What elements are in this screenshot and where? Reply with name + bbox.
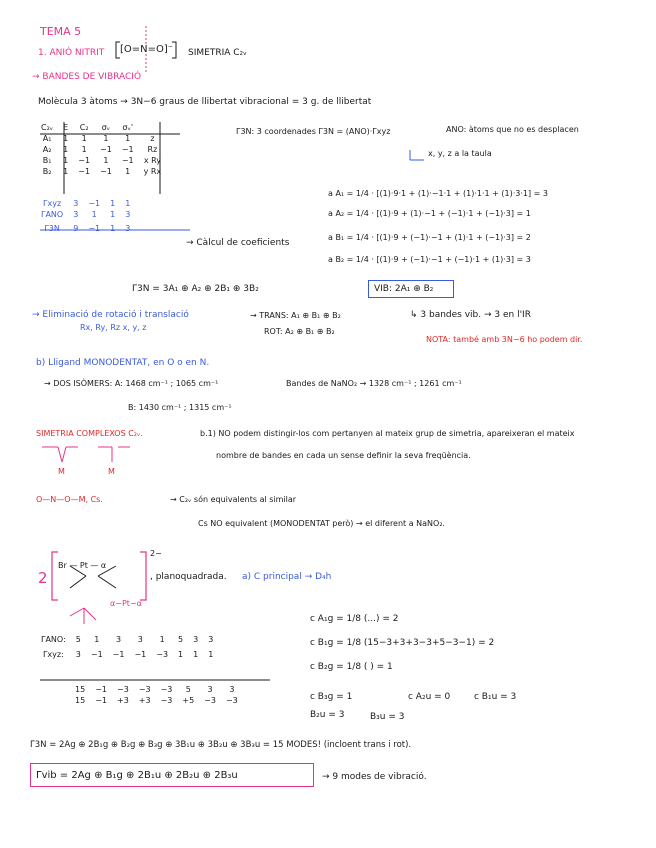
q2-cell: 5 [178, 635, 184, 644]
ct-h-3: σᵥ [101, 123, 111, 132]
ct-h-1: E [63, 123, 69, 132]
q2-cell: 3 [193, 635, 199, 644]
ct-cell: −1 [121, 145, 134, 154]
planar-label: , planoquadrada. [150, 572, 227, 582]
elim-sub: Rx, Ry, Rz x, y, z [80, 323, 147, 332]
q2-modes: → 9 modes de vibració. [322, 772, 427, 782]
q2-coef-b3u: B₃u = 3 [370, 712, 405, 722]
isomers-line: → DOS ISÒMERS: A: 1468 cm⁻¹ ; 1065 cm⁻¹ [44, 379, 219, 388]
mh-label-2: M [108, 467, 115, 476]
sym-complex: SIMETRIA COMPLEXOS C₂ᵥ. [36, 429, 143, 438]
q2-cell: −1 [112, 649, 125, 659]
pt-complex: Br — Pt — α [58, 561, 107, 570]
gamma-cell: 3 [73, 199, 79, 208]
molecule-line: Molècula 3 àtoms → 3N−6 graus de llibertat vibracional = 3 g. de llibertat [38, 97, 372, 107]
calc-label: → Càlcul de coeficients [186, 238, 290, 248]
ono-label: O—N—O—M, Cs. [36, 495, 103, 504]
ct-cell: B₁ [42, 156, 52, 165]
ct-cell: x Ry [143, 156, 161, 165]
xyz-note: x, y, z a la taula [428, 149, 492, 158]
q2-prod-table [70, 684, 243, 706]
q2-cell: 1 [94, 635, 100, 644]
ct-cell: 1 [81, 145, 87, 154]
q2-bracket-right [140, 552, 146, 600]
q2-cell: −1 [90, 649, 103, 659]
q2-cell: 1 [208, 649, 214, 659]
gamma-row [36, 220, 135, 236]
q2-g3n: Γ3N = 2Ag ⊕ 2B₁g ⊕ B₂g ⊕ B₃g ⊕ 3B₁u ⊕ 3B₂u ⊕ 3B₃u = 15 MODES! (incloent trans i rot). [30, 740, 412, 750]
q2-cell: −3 [225, 696, 238, 705]
q2-coef-b1u: c B₁u = 3 [474, 692, 517, 702]
ct-cell: A₂ [42, 145, 52, 154]
q2-row-prod2 [70, 695, 243, 706]
b1-text: b.1) NO podem distingir-los com pertanyen al mateix grup de simetria, apareixeran el mateix [200, 429, 575, 438]
q2-coef-b2g: c B₂g = 1/8 ( ) = 1 [310, 662, 393, 672]
complex-sketch-1b [58, 447, 66, 462]
bands-line: ↳ 3 bandes vib. → 3 en l'IR [410, 310, 531, 320]
mh-label-1: M [58, 467, 65, 476]
gamma-row [36, 209, 135, 220]
gamma-cell: 1 [91, 210, 97, 219]
q2-cell: 3 [208, 635, 214, 644]
q2-cell: −1 [95, 696, 107, 705]
ct-cell: 1 [103, 156, 109, 165]
ct-cell: −1 [100, 167, 112, 176]
q1-symmetry: SIMETRIA C₂ᵥ [188, 48, 247, 58]
q1-header: 1. ANIÓ NITRIT [38, 48, 105, 58]
page-title: TEMA 5 [40, 25, 82, 38]
q2-cell: 15 [75, 685, 86, 694]
ct-cell: 1 [63, 156, 69, 165]
complex-charge: 2− [150, 549, 162, 558]
q2-number: 2 [38, 569, 48, 587]
ano-note: ANO: àtoms que no es desplacen [446, 125, 579, 134]
b-header: b) Lligand MONODENTAT, en O o en N. [36, 358, 210, 368]
gamma-note: Γ3N: 3 coordenades Γ3N = (ANO)·Γxyz [236, 127, 391, 136]
q2-table [36, 634, 218, 663]
ct-cell: z [150, 134, 155, 143]
ct-cell: 1 [81, 134, 87, 143]
ct-cell: Rz [147, 145, 158, 154]
gamma-cell: Γxyz [43, 199, 62, 208]
coef-b2: a B₂ = 1/4 · [(1)·9 + (−1)·−1 + (−1)·1 + (1)·3] = 3 [328, 255, 531, 264]
gamma-table [36, 198, 135, 236]
ct-cell: 1 [125, 167, 131, 176]
ct-cell: 1 [63, 134, 69, 143]
angles-label: α−Pt−α [110, 599, 142, 608]
gamma-cell: −1 [88, 223, 101, 233]
vib-result: VIB: 2A₁ ⊕ B₂ [374, 284, 434, 294]
ct-h-4: σᵥ' [122, 123, 134, 132]
ct-cell: y Rx [143, 167, 162, 176]
q2-cell: −3 [156, 649, 169, 659]
q2-cell: 3 [229, 685, 235, 694]
section-vib: → BANDES DE VIBRACIÓ [32, 72, 142, 82]
coef-b1: a B₁ = 1/4 · [(1)·9 + (−1)·−1 + (1)·1 + (−1)·3] = 2 [328, 233, 531, 242]
ct-header-row [36, 122, 166, 133]
q2-cell: 5 [75, 635, 81, 644]
ct-cell: 1 [63, 167, 69, 176]
q2-cell: −3 [160, 685, 173, 694]
q2-cell: 5 [185, 685, 191, 694]
ct-h-2: C₂ [79, 123, 89, 132]
q2-coef-a1g: c A₁g = 1/8 (...) = 2 [310, 614, 399, 624]
cs-line: Cs NO equivalent (MONODENTAT però) → el diferent a NaNO₂. [198, 519, 446, 528]
q2-cell: −3 [116, 685, 129, 694]
gamma-cell: 3 [125, 210, 131, 219]
q2-cell: Γxyz: [42, 649, 64, 659]
q2-cell: +3 [116, 696, 129, 705]
q2-tvib: Γvib = 2Ag ⊕ B₁g ⊕ 2B₁u ⊕ 2B₂u ⊕ 2B₃u [36, 770, 238, 781]
q2-row-prod1 [70, 684, 243, 695]
ct-row [36, 155, 166, 166]
gamma-cell: 1 [110, 199, 116, 208]
c2v-equiv: → C₂ᵥ són equivalents al similar [170, 495, 297, 504]
ct-cell: 1 [63, 145, 69, 154]
gamma-cell: 1 [125, 199, 131, 208]
ct-cell: −1 [78, 167, 91, 176]
q2-cell: −3 [204, 696, 216, 705]
gamma-cell: −1 [88, 199, 101, 208]
q2-cell: +5 [182, 696, 195, 705]
gamma-cell: Γ3N [44, 223, 60, 233]
ct-cell: −1 [78, 156, 91, 165]
ct-cell: −1 [100, 145, 112, 154]
ct-h-0: C₂ᵥ [41, 123, 54, 132]
gamma-cell: 1 [110, 223, 116, 233]
q2-cell: 3 [75, 649, 81, 659]
q2-row-xyz [36, 645, 218, 663]
trans-line: → TRANS: A₁ ⊕ B₁ ⊕ B₂ [250, 311, 341, 320]
b1-text2: nombre de bandes en cada un sense definir la seva freqüència. [216, 451, 471, 460]
nano2-line: Bandes de NaNO₂ → 1328 cm⁻¹ ; 1261 cm⁻¹ [286, 379, 462, 388]
ct-row [36, 144, 166, 155]
q2-cell: −3 [138, 685, 151, 694]
q2-cell: −1 [134, 649, 147, 659]
q2-row-ano [36, 634, 218, 645]
q2-coef-b1g: c B₁g = 1/8 (15−3+3+3−3+5−3−1) = 2 [310, 638, 495, 648]
ct-h-5 [139, 122, 167, 133]
gamma-row [36, 198, 135, 209]
q2-cell: 3 [207, 685, 213, 694]
principal-label: a) C principal → D₄h [242, 572, 332, 582]
gamma-cell: 3 [125, 223, 131, 233]
q2-cell: 1 [178, 649, 184, 659]
rot-line: ROT: A₂ ⊕ B₁ ⊕ B₂ [264, 327, 335, 336]
ct-cell: A₁ [42, 134, 52, 143]
q2-cell: 1 [193, 649, 199, 659]
q2-cell: 1 [159, 635, 165, 644]
ct-cell: B₂ [42, 167, 52, 176]
axis-sketch [70, 608, 96, 624]
q2-cell: 15 [75, 696, 86, 705]
q2-cell: −3 [160, 696, 173, 705]
q2-cell: −1 [95, 685, 107, 694]
note-line: NOTA: també amb 3N−6 ho podem dir. [426, 335, 583, 344]
isomer-b: B: 1430 cm⁻¹ ; 1315 cm⁻¹ [128, 403, 232, 412]
q2-coef-b2u: B₂u = 3 [310, 710, 345, 720]
q1-formula: [O=N=O]⁻ [120, 44, 174, 55]
q2-cell: +3 [138, 696, 151, 705]
ct-row [36, 133, 166, 144]
q2-coef-a2u: c A₂u = 0 [408, 692, 451, 702]
character-table [36, 122, 166, 177]
gamma-cell: ΓANO [41, 210, 64, 219]
elim-line: → Eliminació de rotació i translació [32, 310, 189, 320]
gamma-cell: 1 [110, 210, 116, 219]
ct-cell: 1 [103, 134, 109, 143]
gamma-cell: 3 [73, 210, 79, 219]
ct-row [36, 166, 166, 177]
ct-cell: −1 [121, 156, 134, 165]
g3n-result: Γ3N = 3A₁ ⊕ A₂ ⊕ 2B₁ ⊕ 3B₂ [132, 284, 259, 294]
q2-coef-b3g: c B₃g = 1 [310, 692, 353, 702]
gamma-cell: 9 [73, 223, 79, 233]
q2-cell: 3 [137, 635, 143, 644]
q2-cell: 3 [116, 635, 122, 644]
coef-a1: a A₁ = 1/4 · [(1)·9·1 + (1)·−1·1 + (1)·1·1 + (1)·3·1] = 3 [328, 189, 548, 198]
q2-cell: ΓANO: [41, 635, 66, 644]
ct-cell: 1 [125, 134, 131, 143]
coef-a2: a A₂ = 1/4 · [(1)·9 + (1)·−1 + (−1)·1 + (−1)·3] = 1 [328, 209, 531, 218]
